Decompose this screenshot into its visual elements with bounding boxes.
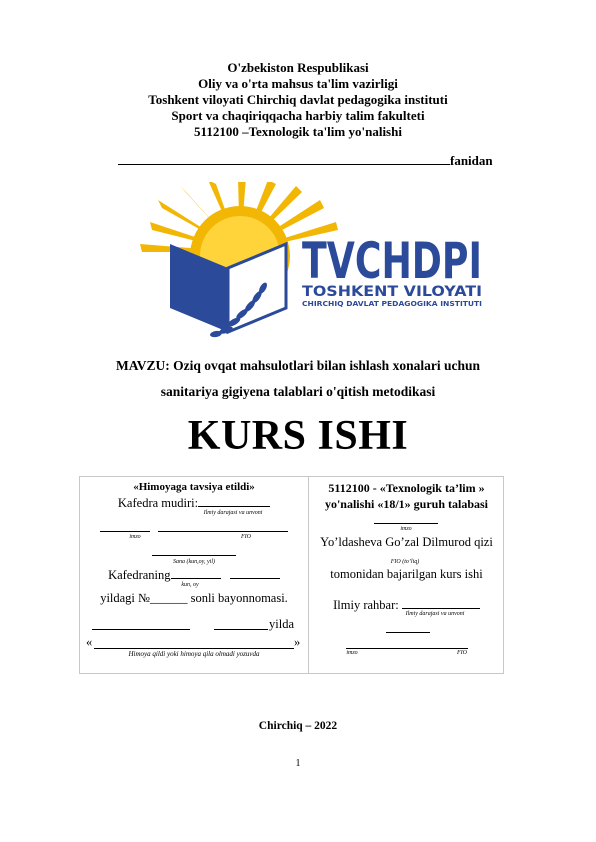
tvchdpi-logo-icon xyxy=(130,182,490,347)
department-day-blank[interactable] xyxy=(171,567,221,579)
defense-result-line[interactable] xyxy=(94,648,294,649)
subject-blank[interactable] xyxy=(118,152,450,165)
advisor-fio-line[interactable] xyxy=(346,648,468,649)
close-quote: » xyxy=(294,635,301,649)
head-of-dept-blank[interactable] xyxy=(198,495,270,507)
date-caption: Sana (kun,oy, yil) xyxy=(173,559,215,565)
logo-region: TOSHKENT VILOYATI xyxy=(302,284,482,300)
department-month-blank[interactable] xyxy=(230,567,280,579)
student-name: Yo’ldasheva Go’zal Dilmurod qizi xyxy=(320,535,493,549)
advisor-fio-caption: FIO xyxy=(457,650,467,656)
day-month-caption: kun, oy xyxy=(181,582,199,588)
approval-table xyxy=(79,476,504,674)
right-group: yo'nalishi «18/1» guruh talabasi xyxy=(324,497,489,511)
advisor-sign-caption: imzo xyxy=(346,650,358,656)
degree-caption: Ilmiy darajasi va unvoni xyxy=(203,510,263,516)
student-sign-caption: imzo xyxy=(400,526,412,532)
department-row xyxy=(80,567,308,583)
open-quote: « xyxy=(86,635,93,649)
document-title: KURS ISHI xyxy=(187,413,409,459)
header-faculty: Sport va chaqiriqqacha harbiy talim fakulteti xyxy=(171,108,425,123)
defense-blank-2[interactable] xyxy=(214,629,268,630)
topic-line-1 xyxy=(0,354,596,378)
head-of-dept-label: Kafedra mudiri: xyxy=(117,496,199,510)
advisor-degree-caption: Ilmiy darajasi va unvoni xyxy=(405,611,465,617)
left-fio-caption: FIO xyxy=(241,534,251,540)
topic-line-2: sanitariya gigiyena talablari o'qitish metodikasi xyxy=(160,384,436,399)
advisor-sign-line-short[interactable] xyxy=(386,632,430,633)
advisor-label: Ilmiy rahbar: xyxy=(333,598,399,612)
header-ministry: Oliy va o'rta mahsus ta'lim vazirligi xyxy=(198,76,398,91)
left-sign-caption: imzo xyxy=(129,534,141,540)
year-suffix: yilda xyxy=(269,617,294,631)
head-of-dept-row xyxy=(80,495,308,511)
header-institute: Toshkent viloyati Chirchiq davlat pedagogika instituti xyxy=(148,92,448,107)
left-fio-line[interactable] xyxy=(158,531,288,532)
institute-logo xyxy=(130,182,490,347)
student-sign-line[interactable] xyxy=(374,523,438,524)
subject-suffix: fanidan xyxy=(450,153,493,168)
left-heading: «Himoyaga tavsiya etildi» xyxy=(133,481,255,493)
defense-blank-1[interactable] xyxy=(92,629,190,630)
date-line[interactable] xyxy=(152,555,236,556)
advisor-blank[interactable] xyxy=(402,597,480,609)
left-sign-line[interactable] xyxy=(100,531,150,532)
topic-text-1: Oziq ovqat mahsulotlari bilan ishlash xonalari uchun xyxy=(173,358,480,373)
defense-caption: Himoya qildi yoki himoya qila olmadi yozuvda xyxy=(128,650,260,658)
footer-city-year: Chirchiq – 2022 xyxy=(258,720,338,732)
page-number: 1 xyxy=(295,758,301,769)
logo-brand: TVCHDPI xyxy=(302,232,482,290)
logo-institute: CHIRCHIQ DAVLAT PEDAGOGIKA INSTITUTI xyxy=(302,300,482,308)
student-fio-caption: FIO (to’liq) xyxy=(390,559,420,565)
right-program: 5112100 - «Texnologik ta’lim » xyxy=(328,481,485,495)
department-label: Kafedraning xyxy=(108,568,171,582)
header-program: 5112100 –Texnologik ta'lim yo'nalishi xyxy=(194,124,402,139)
subject-line xyxy=(118,152,493,169)
header-ministry-country: O'zbekiston Respublikasi xyxy=(227,60,369,75)
topic-label: MAVZU: xyxy=(116,358,170,373)
performed-text: tomonidan bajarilgan kurs ishi xyxy=(330,567,483,581)
meeting-row: yildagi №______ sonli bayonnomasi. xyxy=(100,591,288,605)
